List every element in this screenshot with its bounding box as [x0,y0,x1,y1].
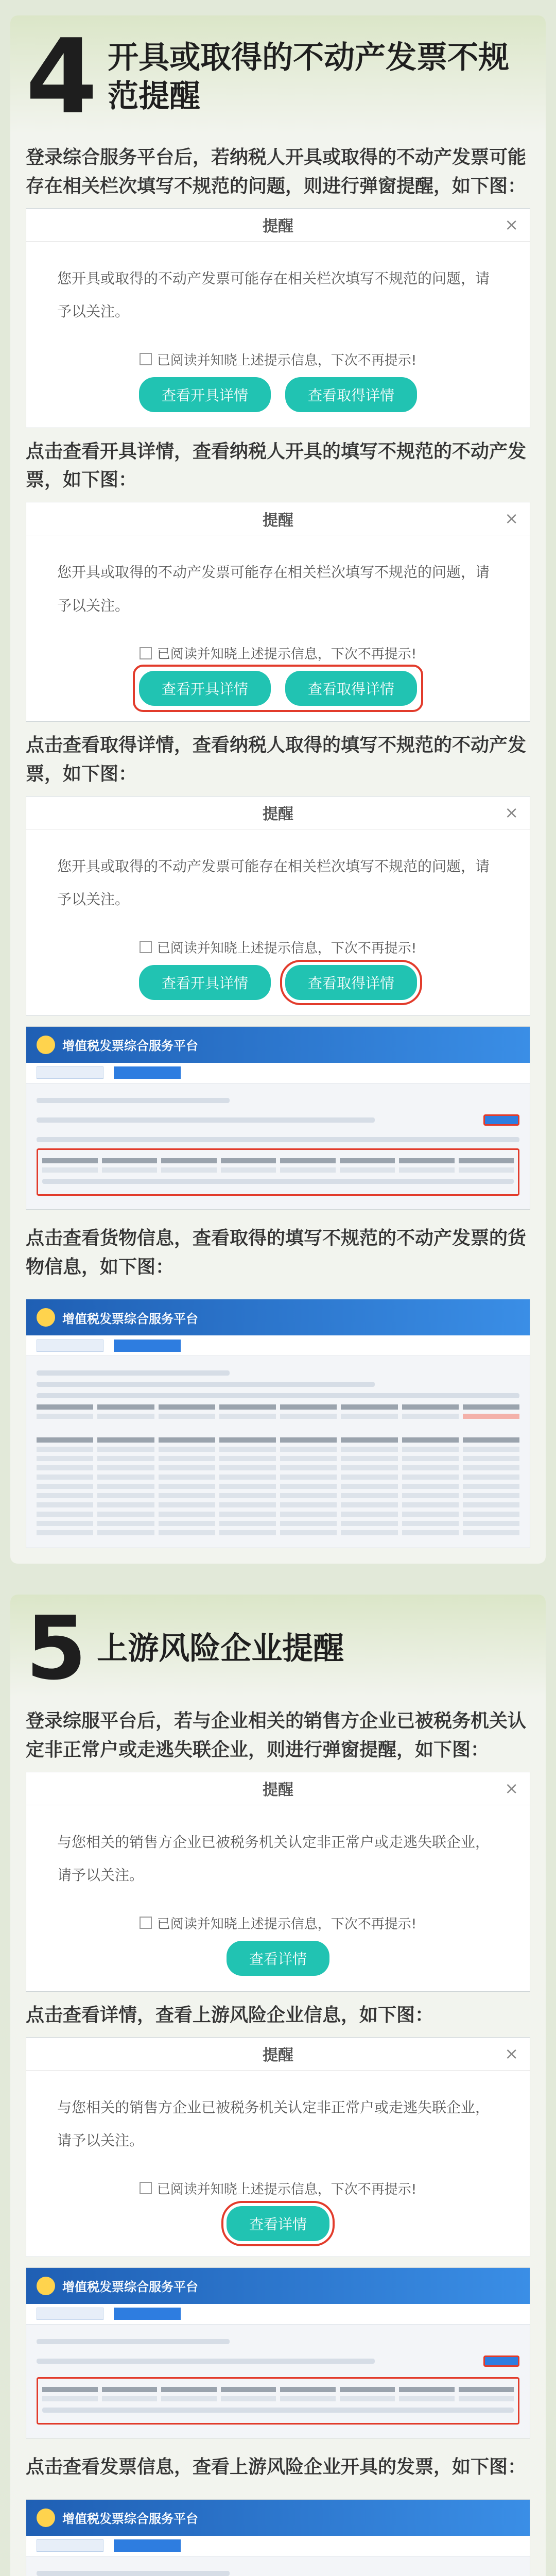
dont-show-label: 已阅读并知晓上述提示信息，下次不再提示! [157,940,417,956]
table-row [37,1456,519,1461]
dont-show-label: 已阅读并知晓上述提示信息，下次不再提示! [157,2181,417,2197]
table-row [37,1484,519,1489]
portal-tab[interactable] [37,2308,103,2320]
dont-show-again[interactable] [26,1913,530,1933]
section-5-header [10,1595,546,1698]
table-row[interactable] [42,1167,514,1173]
dialog-title: 提醒 [263,511,293,530]
reminder-dialog-3 [26,796,530,1016]
portal-tab[interactable] [37,1066,103,1079]
dont-show-label: 已阅读并知晓上述提示信息，下次不再提示! [157,1916,417,1932]
reminder-dialog-2 [26,502,530,722]
filter-row [37,1109,519,1131]
portal-tab-active[interactable] [114,2539,181,2552]
portal-body [26,1083,530,1209]
dialog-message: 与您相关的销售方企业已被税务机关认定非正常户或走逃失联企业，请予以关注。 [57,1833,490,1884]
section-4-intro: 登录综合服务平台后，若纳税人开具或取得的不动产发票可能存在相关栏次填写不规范的问题，则进行弹窗提醒，如下图： [26,147,527,197]
portal-name: 增值税发票综合服务平台 [62,1039,198,1054]
dialog-title: 提醒 [263,805,293,824]
tax-logo-icon [37,1036,55,1054]
portal-tab-active[interactable] [114,1340,181,1352]
section-5-step1: 点击查看详情，查看上游风险企业信息，如下图： [26,2004,434,2026]
query-button[interactable] [483,1114,519,1126]
view-issued-button[interactable]: 查看开具详情 [139,965,271,1000]
dialog-title: 提醒 [263,2046,293,2065]
portal-header [26,2500,530,2536]
section-4-step1: 点击查看开具详情，查看纳税人开具的填写不规范的不动产发票，如下图： [26,440,527,491]
dont-show-checkbox[interactable] [140,1917,152,1929]
dialog-buttons [26,1941,530,1991]
portal-tab-active[interactable] [114,2308,181,2320]
tax-logo-icon [37,1308,55,1327]
goods-table-header [37,1437,519,1443]
section-4-title: 开具或取得的不动产发票不规范提醒 [108,40,510,114]
dialog-message: 与您相关的销售方企业已被税务机关认定非正常户或走逃失联企业，请予以关注。 [57,2098,490,2149]
table-row [37,1521,519,1526]
section-4-header [10,15,546,137]
portal-tabs [26,2304,530,2325]
portal-screenshot-3 [26,2267,530,2438]
filter-row [37,1137,519,1142]
portal-screenshot-2 [26,1299,530,1548]
portal-header [26,1027,530,1063]
close-icon[interactable]: × [505,214,518,234]
section-5-card [10,1595,546,2576]
portal-tabs [26,1335,530,1356]
table-row [37,1465,519,1470]
dont-show-checkbox[interactable] [140,941,152,953]
dont-show-again[interactable] [26,643,530,663]
table-header [42,1158,514,1163]
highlight-both-buttons [139,671,417,706]
view-issued-button[interactable]: 查看开具详情 [139,671,271,706]
section-4-step2: 点击查看取得详情，查看纳税人取得的填写不规范的不动产发票，如下图： [26,735,527,785]
view-received-button[interactable]: 查看取得详情 [285,377,417,412]
table-header [37,1404,519,1410]
dialog-message: 您开具或取得的不动产发票可能存在相关栏次填写不规范的问题，请予以关注。 [57,269,490,320]
filter-row [37,1098,230,1103]
dont-show-again[interactable] [26,350,530,369]
view-issued-button[interactable]: 查看开具详情 [139,377,271,412]
dialog-title: 提醒 [263,1781,293,1800]
view-received-button[interactable]: 查看取得详情 [285,671,417,706]
close-icon[interactable]: × [505,1778,518,1798]
portal-body [26,1356,530,1548]
dialog-header [26,1772,530,1805]
dialog-buttons [26,377,530,428]
tax-logo-icon [37,2277,55,2295]
view-detail-button[interactable]: 查看详情 [227,2206,329,2241]
reminder-dialog-4 [26,1772,530,1992]
table-row[interactable] [42,2396,514,2401]
portal-tab[interactable] [37,2539,103,2552]
dont-show-checkbox[interactable] [140,647,152,659]
dialog-message: 您开具或取得的不动产发票可能存在相关栏次填写不规范的问题，请予以关注。 [57,857,490,908]
portal-tabs [26,1063,530,1083]
dont-show-again[interactable] [26,938,530,957]
close-icon[interactable]: × [505,509,518,529]
section-5-step2: 点击查看发票信息，查看上游风险企业开具的发票，如下图： [26,2456,527,2478]
dont-show-again[interactable] [26,2179,530,2198]
table-row [37,1512,519,1517]
portal-name: 增值税发票综合服务平台 [62,1311,198,1326]
section-4-step3: 点击查看货物信息，查看取得的填写不规范的不动产发票的货物信息，如下图： [26,1227,527,1278]
table-row [37,1447,519,1452]
dialog-header [26,502,530,535]
dialog-header [26,796,530,829]
tax-logo-icon [37,2509,55,2527]
portal-body [26,2556,530,2576]
dont-show-checkbox[interactable] [140,2182,152,2194]
portal-name: 增值税发票综合服务平台 [62,2280,198,2295]
filter-field [37,1117,375,1123]
view-received-button[interactable]: 查看取得详情 [285,965,417,1000]
table-row[interactable] [37,1414,519,1419]
portal-tab-active[interactable] [114,1066,181,1079]
pagination [42,2408,514,2413]
table-row [37,1475,519,1480]
dont-show-label: 已阅读并知晓上述提示信息，下次不再提示! [157,352,417,368]
table-header [42,2387,514,2392]
close-icon[interactable]: × [505,2043,518,2063]
section-5-title: 上游风险企业提醒 [97,1630,344,1667]
dont-show-label: 已阅读并知晓上述提示信息，下次不再提示! [157,647,417,663]
portal-body [26,2325,530,2438]
table-row [37,1530,519,1535]
result-table-highlight [37,2377,519,2425]
section-5-intro: 登录综服平台后，若与企业相关的销售方企业已被税务机关认定非正常户或走逃失联企业，则进行弹窗提醒，如下图： [26,1710,527,1761]
dialog-buttons [26,2206,530,2257]
dialog-header [26,209,530,242]
dialog-title: 提醒 [263,217,293,236]
portal-header [26,2268,530,2304]
section-4-card [10,15,546,1564]
dialog-buttons [26,965,530,1015]
view-detail-button[interactable]: 查看详情 [227,1941,329,1976]
dont-show-checkbox[interactable] [140,353,152,365]
portal-tab[interactable] [37,1340,103,1352]
section-4-number: 4 [26,17,98,137]
table-row [37,1493,519,1498]
portal-header [26,1299,530,1335]
close-icon[interactable]: × [505,802,518,822]
dialog-message: 您开具或取得的不动产发票可能存在相关栏次填写不规范的问题，请予以关注。 [57,564,490,614]
portal-tabs [26,2536,530,2556]
reminder-dialog-1 [26,208,530,428]
portal-screenshot-1 [26,1026,530,1210]
dialog-buttons [26,671,530,721]
reminder-dialog-5 [26,2037,530,2257]
query-button[interactable] [483,2355,519,2367]
portal-screenshot-4 [26,2499,530,2576]
portal-name: 增值税发票综合服务平台 [62,2512,198,2527]
pagination [42,1179,514,1184]
result-table-highlight [37,1148,519,1196]
table-row [37,1502,519,1507]
dialog-header [26,2038,530,2071]
section-5-number: 5 [26,1598,87,1700]
